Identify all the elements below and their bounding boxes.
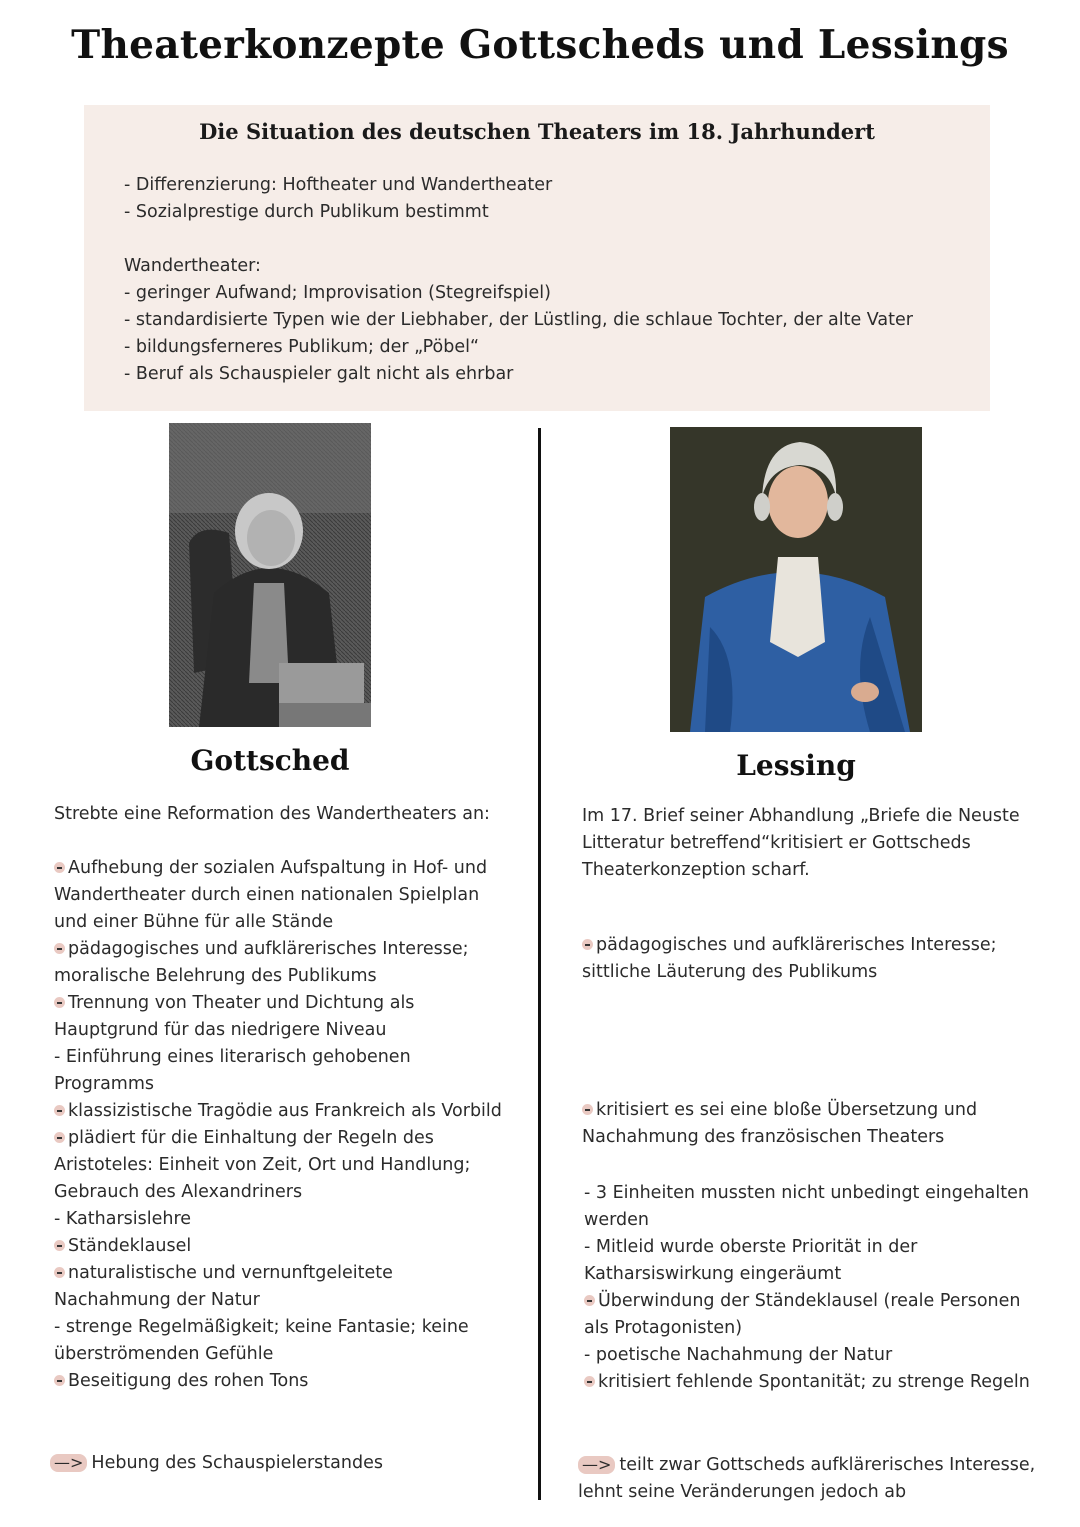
list-item: - Katharsislehre [54, 1209, 192, 1229]
lessing-intro-block [582, 803, 1038, 884]
lessing-item-block [584, 1180, 1040, 1396]
column-divider [538, 428, 541, 1500]
lessing-intro: Im 17. Brief seiner Abhandlung „Briefe die Neuste Litteratur betreffend“kritisiert er Gottscheds Theaterkonzeption scharf. [582, 806, 1020, 880]
list-item: naturalistische und vernunftgeleitete Nachahmung der Natur [54, 1263, 393, 1310]
list-item: pädagogisches und aufklärerisches Interesse; sittliche Läuterung des Publikums [582, 935, 997, 982]
lessing-conclusion [578, 1452, 1038, 1506]
list-item: - Einführung eines literarisch gehobenen Programms [54, 1047, 411, 1094]
minus-bullet-icon [54, 1132, 65, 1143]
wandertheater-subheading: Wandertheater: [124, 256, 261, 276]
list-item: - Mitleid wurde oberste Priorität in der Katharsiswirkung eingeräumt [584, 1237, 918, 1284]
lessing-conclusion-text: teilt zwar Gottscheds aufklärerisches Interesse, lehnt seine Veränderungen jedoch ab [578, 1455, 1036, 1502]
gottsched-name: Gottsched [190, 744, 350, 777]
list-item: - strenge Regelmäßigkeit; keine Fantasie; keine überströmenden Gefühle [54, 1317, 469, 1364]
list-item: kritisiert fehlende Spontanität; zu strenge Regeln [584, 1369, 1040, 1396]
minus-bullet-icon [54, 1267, 65, 1278]
gottsched-intro: Strebte eine Reformation des Wandertheaters an: [54, 804, 490, 824]
gottsched-conclusion [50, 1450, 520, 1477]
minus-bullet-icon [582, 939, 593, 950]
minus-bullet-icon [54, 1105, 65, 1116]
list-item: kritisiert es sei eine bloße Übersetzung und Nachahmung des französischen Theaters [582, 1100, 978, 1147]
wandertheater-line: - Beruf als Schauspieler galt nicht als ehrbar [124, 364, 514, 384]
minus-bullet-icon [54, 1240, 65, 1251]
gottsched-conclusion-text: Hebung des Schauspielerstandes [91, 1453, 383, 1473]
page-title: Theaterkonzepte Gottscheds und Lessings [71, 22, 1009, 68]
lessing-item-block [582, 932, 1038, 986]
situation-box [84, 105, 990, 411]
situation-heading: Die Situation des deutschen Theaters im 18. Jahrhundert [199, 119, 875, 144]
situation-line: - Differenzierung: Hoftheater und Wandertheater [124, 175, 553, 195]
list-item: - poetische Nachahmung der Natur [584, 1345, 893, 1365]
list-item: Überwindung der Ständeklausel (reale Personen als Protagonisten) [584, 1291, 1021, 1338]
wandertheater-line: - standardisierte Typen wie der Liebhaber, der Lüstling, die schlaue Tochter, der alte Vater [124, 310, 913, 330]
arrow-right-icon: —> [50, 1454, 87, 1472]
gottsched-column [54, 801, 514, 1395]
list-item: pädagogisches und aufklärerisches Interesse; moralische Belehrung des Publikums [54, 939, 469, 986]
lessing-item-block [582, 1097, 1038, 1151]
situation-lines [124, 172, 913, 388]
minus-bullet-icon [54, 862, 65, 873]
lessing-portrait [670, 427, 922, 732]
gottsched-portrait [169, 423, 371, 727]
list-item: Trennung von Theater und Dichtung als Hauptgrund für das niedrigere Niveau [54, 993, 415, 1040]
wandertheater-line: - geringer Aufwand; Improvisation (Stegreifspiel) [124, 283, 551, 303]
minus-bullet-icon [54, 943, 65, 954]
lessing-name: Lessing [736, 749, 856, 782]
list-item: Beseitigung des rohen Tons [54, 1368, 514, 1395]
minus-bullet-icon [582, 1104, 593, 1115]
list-item: - 3 Einheiten mussten nicht unbedingt eingehalten werden [584, 1183, 1029, 1230]
minus-bullet-icon [584, 1376, 595, 1387]
minus-bullet-icon [54, 997, 65, 1008]
situation-line: - Sozialprestige durch Publikum bestimmt [124, 202, 489, 222]
list-item: Ständeklausel [54, 1233, 514, 1260]
minus-bullet-icon [584, 1295, 595, 1306]
arrow-right-icon: —> [578, 1456, 615, 1474]
minus-bullet-icon [54, 1375, 65, 1386]
wandertheater-line: - bildungsferneres Publikum; der „Pöbel“ [124, 337, 480, 357]
list-item: Aufhebung der sozialen Aufspaltung in Hof- und Wandertheater durch einen nationalen Spielplan und einer Bühne für alle Stände [54, 858, 488, 932]
list-item: plädiert für die Einhaltung der Regeln des Aristoteles: Einheit von Zeit, Ort und Handlung; Gebrauch des Alexandriners [54, 1128, 471, 1202]
list-item: klassizistische Tragödie aus Frankreich als Vorbild [54, 1098, 514, 1125]
